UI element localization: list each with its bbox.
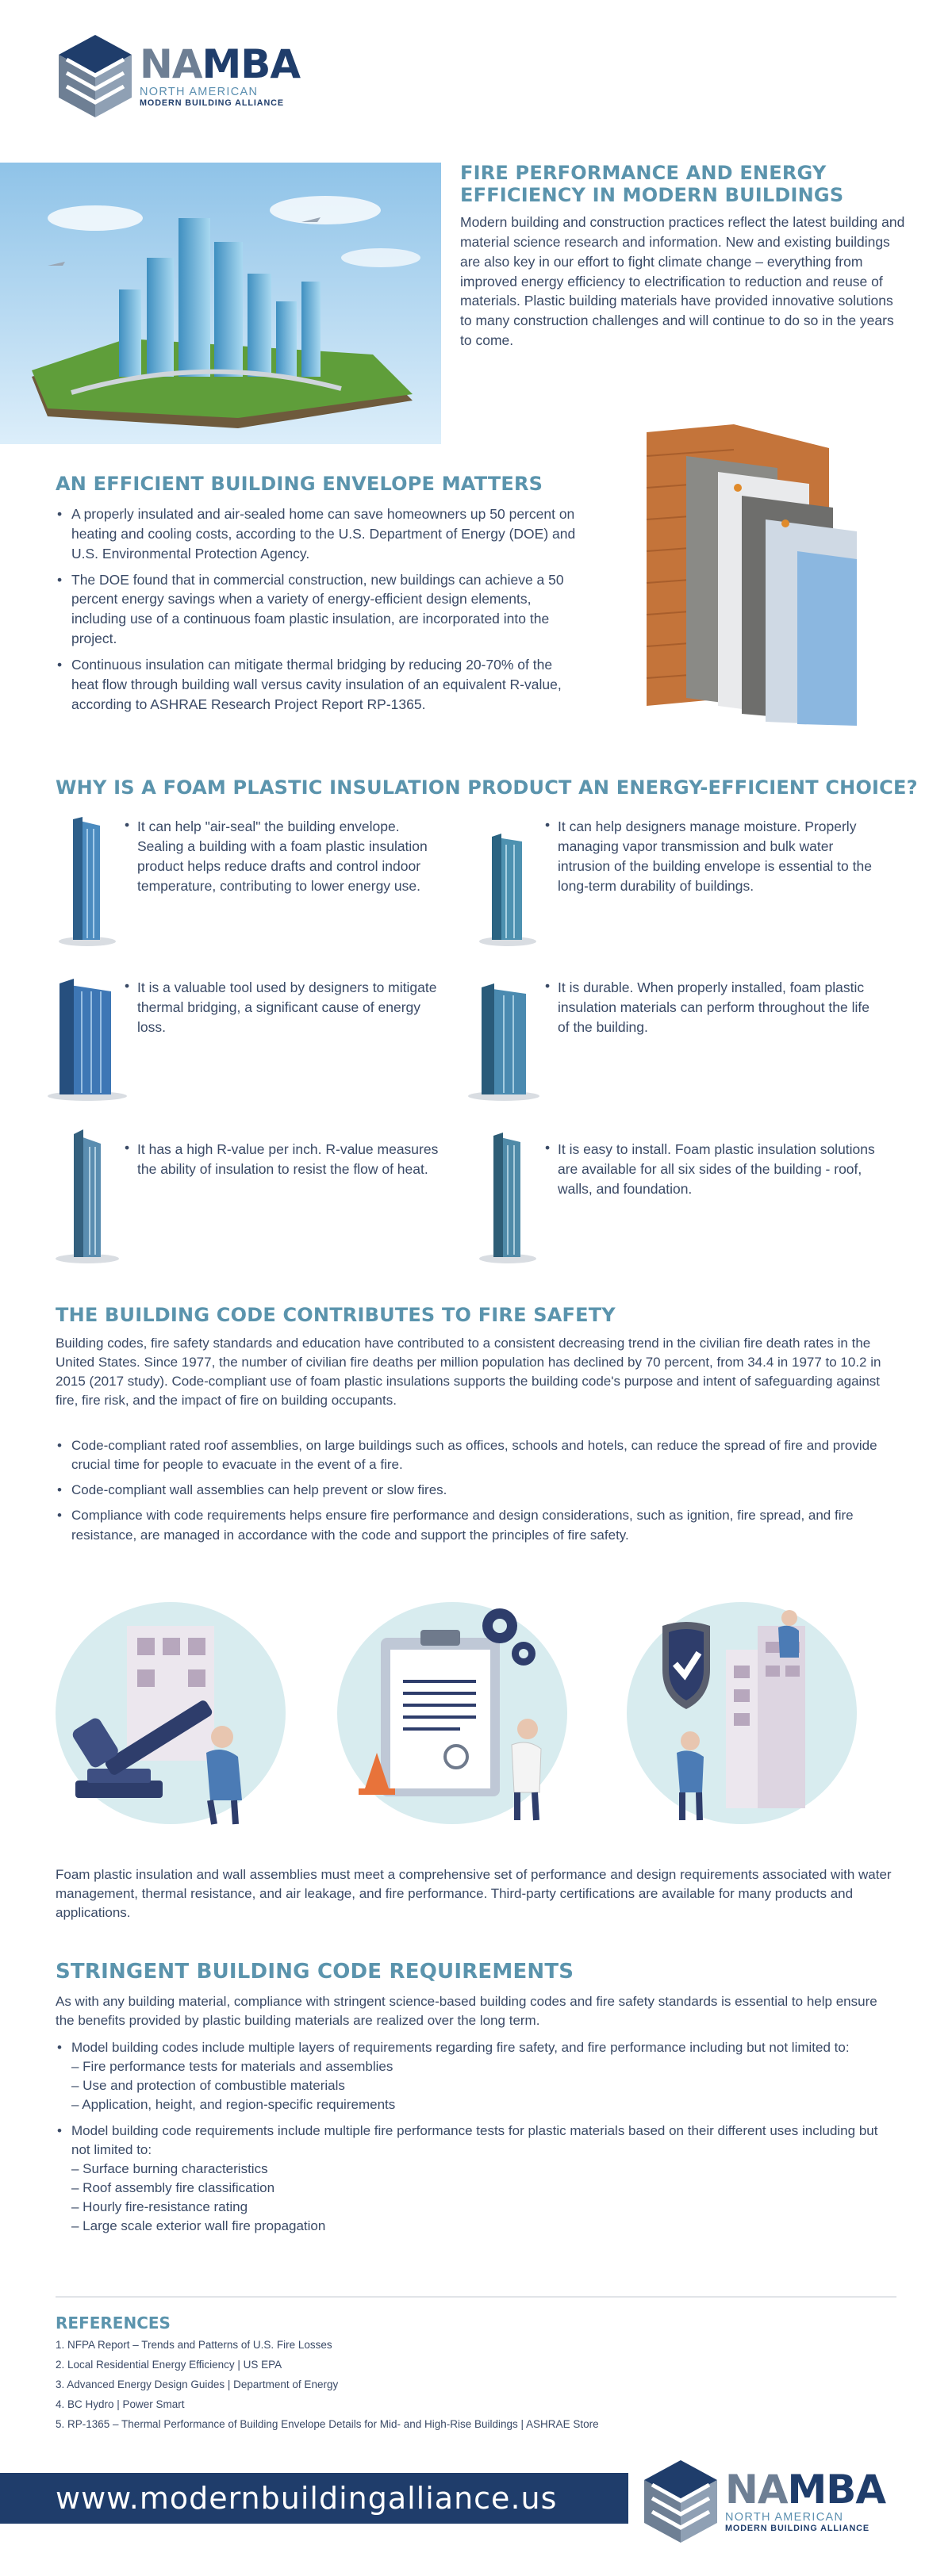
reference-link[interactable]: 4. BC Hydro | Power Smart	[56, 2398, 185, 2410]
foam-item-2: It can help designers manage moisture. Properly managing vapor transmission and bulk water intrusion of the building envelope is essential to the long-term durability of buildings.	[558, 818, 872, 894]
bullet-dot: •	[125, 978, 130, 994]
security-shield-illustration	[623, 1594, 861, 1832]
stringent-bullets	[56, 2038, 896, 2242]
wall-layers-illustration	[639, 424, 865, 730]
namba-cube-logo-icon	[56, 33, 135, 119]
code-after-text: Foam plastic insulation and wall assemblies must meet a comprehensive set of performance and design requirements associated with water management, thermal resistance, and air leakage, and fire performance. Third-party certifications are available for many products and applications.	[56, 1867, 892, 1921]
stringent-body: As with any building material, compliance with stringent science-based building codes and fire safety standards is essential to help ensure the benefits provided by plastic building materials are realized over the long term.	[56, 1994, 877, 2029]
bullet-dot: •	[125, 817, 130, 833]
reference-link[interactable]: 1. NFPA Report – Trends and Patterns of U.S. Fire Losses	[56, 2339, 332, 2351]
foam-item-5: It has a high R-value per inch. R-value measures the ability of insulation to resist the flow of heat.	[137, 1141, 439, 1177]
intro-title: FIRE PERFORMANCE AND ENERGY EFFICIENCY IN MODERN BUILDINGS	[460, 162, 844, 206]
gavel-illustration	[52, 1594, 290, 1832]
envelope-bullets	[56, 504, 579, 720]
foam-item-1: It can help "air-seal" the building envelope. Sealing a building with a foam plastic insulation product helps reduce drafts and control indoor temperature, contributing to lower energy use.	[137, 818, 428, 894]
skyscraper-icon	[476, 813, 539, 948]
foam-item-3: It is a valuable tool used by designers to mitigate thermal bridging, a significant cause of energy loss.	[137, 979, 437, 1035]
logo-tagline: NORTH AMERICAN	[140, 86, 259, 98]
reference-link[interactable]: 5. RP-1365 – Thermal Performance of Building Envelope Details for Mid- and High-Rise Buildings | ASHRAE Store	[56, 2417, 599, 2430]
skyscraper-icon	[44, 968, 131, 1102]
list-item: • Continuous insulation can mitigate thermal bridging by reducing 20-70% of the heat flow through building wall versus cavity insulation of an equivalent R-value, according to ASHRAE Research Project Report RP-1365.	[56, 655, 579, 715]
bullet-dot: •	[545, 1140, 551, 1156]
bullet-dot: •	[545, 817, 551, 833]
logo-tagline: NORTH AMERICAN	[725, 2511, 844, 2524]
footer-logo[interactable]	[641, 2459, 885, 2544]
website-link[interactable]: www.modernbuildingalliance.us	[56, 2481, 558, 2516]
intro-body: Modern building and construction practices reflect the latest building and material science research and information. New and existing buildings are also key in our effort to fight climate change – everything from improved energy efficiency to electrification to reduction and reuse of materials. Plastic building materials have provided innovative solutions to many construction challenges and will continue to do so in the years to come.	[460, 214, 905, 349]
bullet-dot: •	[125, 1140, 130, 1156]
stringent-title: STRINGENT BUILDING CODE REQUIREMENTS	[56, 1960, 574, 1984]
namba-cube-logo-icon	[641, 2459, 720, 2544]
city-island-illustration	[0, 163, 441, 444]
envelope-title: AN EFFICIENT BUILDING ENVELOPE MATTERS	[56, 473, 543, 495]
references-title: REFERENCES	[56, 2313, 171, 2333]
references-list	[56, 2336, 849, 2435]
foam-item-4: It is durable. When properly installed, foam plastic insulation materials can perform throughout the life of the building.	[558, 979, 869, 1035]
list-item: • Model building code requirements include multiple fire performance tests for plastic materials based on their different uses including but not limited to: – Surface burning characteristics – Roof assembly fire classification – Hourly fire-resistance rating – Large scale exterior wall fire propagation	[56, 2122, 896, 2237]
list-item: • A properly insulated and air-sealed home can save homeowners up 50 percent on heating and cooling costs, according to the U.S. Department of Energy (DOE) and U.S. Environmental Protection Agency.	[56, 504, 579, 564]
list-item: • Model building codes include multiple layers of requirements regarding fire safety, and fire performance including but not limited to: – Fire performance tests for materials and assemblies – Use and protection of combustible materials – Application, height, and region-specific requirements	[56, 2038, 896, 2115]
logo-wordmark: NAMBA	[140, 41, 301, 87]
list-item: • Code-compliant wall assemblies can help prevent or slow fires.	[56, 1481, 896, 1500]
divider	[56, 2296, 896, 2298]
reference-link[interactable]: 2. Local Residential Energy Efficiency | US EPA	[56, 2358, 282, 2371]
foam-title: WHY IS A FOAM PLASTIC INSULATION PRODUCT AN ENERGY-EFFICIENT CHOICE?	[56, 776, 918, 799]
reference-link[interactable]: 3. Advanced Energy Design Guides | Department of Energy	[56, 2378, 339, 2390]
skyscraper-icon	[476, 1126, 539, 1265]
foam-item-6: It is easy to install. Foam plastic insulation solutions are available for all six sides of the building - roof, walls, and foundation.	[558, 1141, 875, 1197]
header-logo[interactable]	[56, 33, 300, 119]
code-bullets	[56, 1436, 896, 1551]
list-item: • Code-compliant rated roof assemblies, on large buildings such as offices, schools and hotels, can reduce the spread of fire and provide crucial time for people to evacuate in the event of a fire.	[56, 1436, 896, 1474]
skyscraper-icon	[56, 813, 119, 948]
list-item: • The DOE found that in commercial construction, new buildings can achieve a 50 percent energy savings when a variety of energy-efficient design elements, including use of a continuous foam plastic insulation, are incorporated into the project.	[56, 570, 579, 649]
skyscraper-icon	[52, 1126, 123, 1265]
bullet-dot: •	[545, 978, 551, 994]
logo-tagline-2: MODERN BUILDING ALLIANCE	[725, 2524, 869, 2533]
code-title: THE BUILDING CODE CONTRIBUTES TO FIRE SAFETY	[56, 1304, 616, 1326]
skyscraper-icon	[464, 968, 543, 1102]
code-body: Building codes, fire safety standards and education have contributed to a consistent decreasing trend in the civilian fire death rates in the United States. Since 1977, the number of civilian fire deaths per million population has declined by 70 percent, from 34.4 in 1977 to 10.2 in 2015 (2017 study). Code-compliant use of foam plastic insulations supports the building code's purpose and intent of safeguarding against fire, fire risk, and the impact of fire on building occupants.	[56, 1336, 881, 1409]
logo-tagline-2: MODERN BUILDING ALLIANCE	[140, 98, 284, 108]
clipboard-gears-illustration	[333, 1594, 571, 1832]
logo-wordmark: NAMBA	[725, 2467, 886, 2513]
list-item: • Compliance with code requirements helps ensure fire performance and design considerations, such as ignition, fire spread, and fire resistance, are managed in accordance with the code and support the principles of fire safety.	[56, 1506, 896, 1544]
